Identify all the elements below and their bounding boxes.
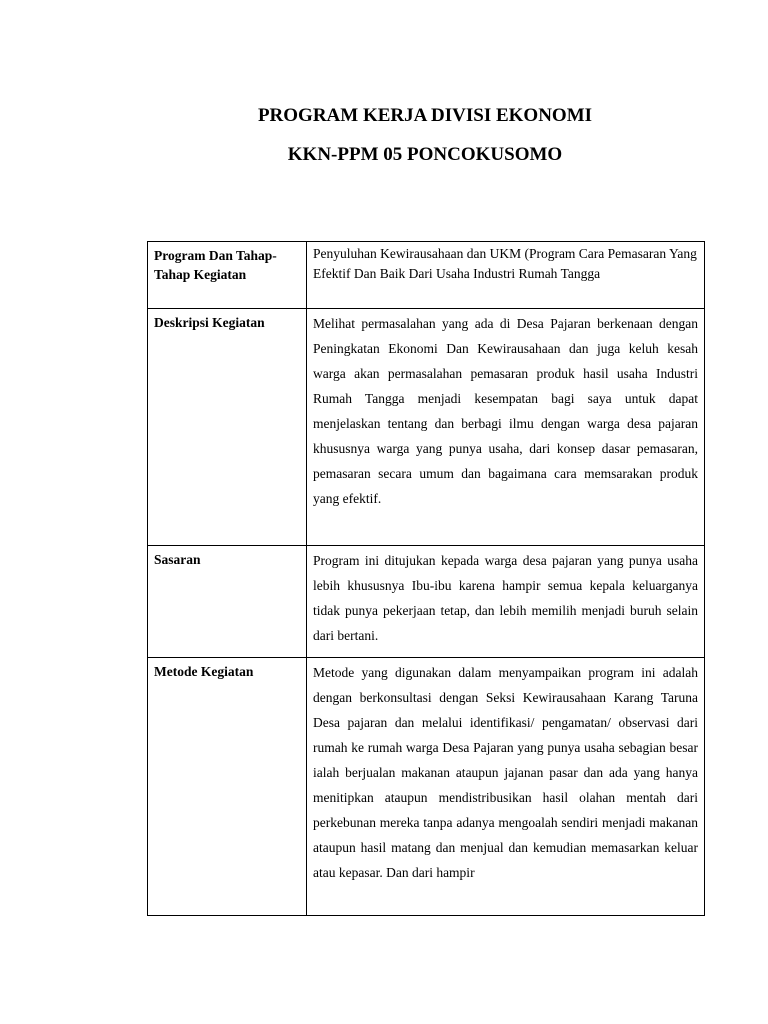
- document-title: PROGRAM KERJA DIVISI EKONOMI: [257, 105, 593, 126]
- program-table: [147, 241, 705, 916]
- row-value: Melihat permasalahan yang ada di Desa Pajaran berkenaan dengan Peningkatan Ekonomi Dan Kewirausahaan dan juga keluh kesah warga akan permasalahan pemasaran produk hasil usaha Industri Rumah Tangga menjadi kesempatan bagi saya untuk dapat menjelaskan tentang dan berbagi ilmu dengan warga desa pajaran khususnya warga yang punya usaha, dari konsep dasar pemasaran, pemasaran secara umum dan bagaimana cara memsarakan produk yang efektif.: [307, 309, 705, 546]
- document-subtitle: KKN-PPM 05 PONCOKUSOMO: [287, 144, 563, 165]
- row-value: Penyuluhan Kewirausahaan dan UKM (Program Cara Pemasaran Yang Efektif Dan Baik Dari Usaha Industri Rumah Tangga: [307, 242, 705, 309]
- table-row: [148, 309, 705, 546]
- row-label: Sasaran: [148, 546, 307, 658]
- row-label: Program Dan Tahap-Tahap Kegiatan: [148, 242, 307, 309]
- row-value: Metode yang digunakan dalam menyampaikan program ini adalah dengan berkonsultasi dengan Seksi Kewirausahaan Karang Taruna Desa pajaran dan melalui identifikasi/ pengamatan/ observasi dari rumah ke rumah warga Desa Pajaran yang punya usaha sebagian besar ialah berjualan makanan ataupun jajanan pasar dan ada yang hanya menitipkan ataupun mendistribusikan hasil olahan mentah dari perkebunan mereka tanpa adanya mengoalah sendiri menjadi makanan ataupun hasil matang dan menjual dan kemudian memasarkan keluar atau kepasar. Dan dari hampir: [307, 658, 705, 916]
- table-row: [148, 242, 705, 309]
- row-label: Deskripsi Kegiatan: [148, 309, 307, 546]
- table-row: [148, 658, 705, 916]
- row-value: Program ini ditujukan kepada warga desa pajaran yang punya usaha lebih khususnya Ibu-ibu karena hampir semua kepala keluarganya tidak punya pekerjaan tetap, dan lebih memilih menjadi buruh selain dari bertani.: [307, 546, 705, 658]
- row-label: Metode Kegiatan: [148, 658, 307, 916]
- table-row: [148, 546, 705, 658]
